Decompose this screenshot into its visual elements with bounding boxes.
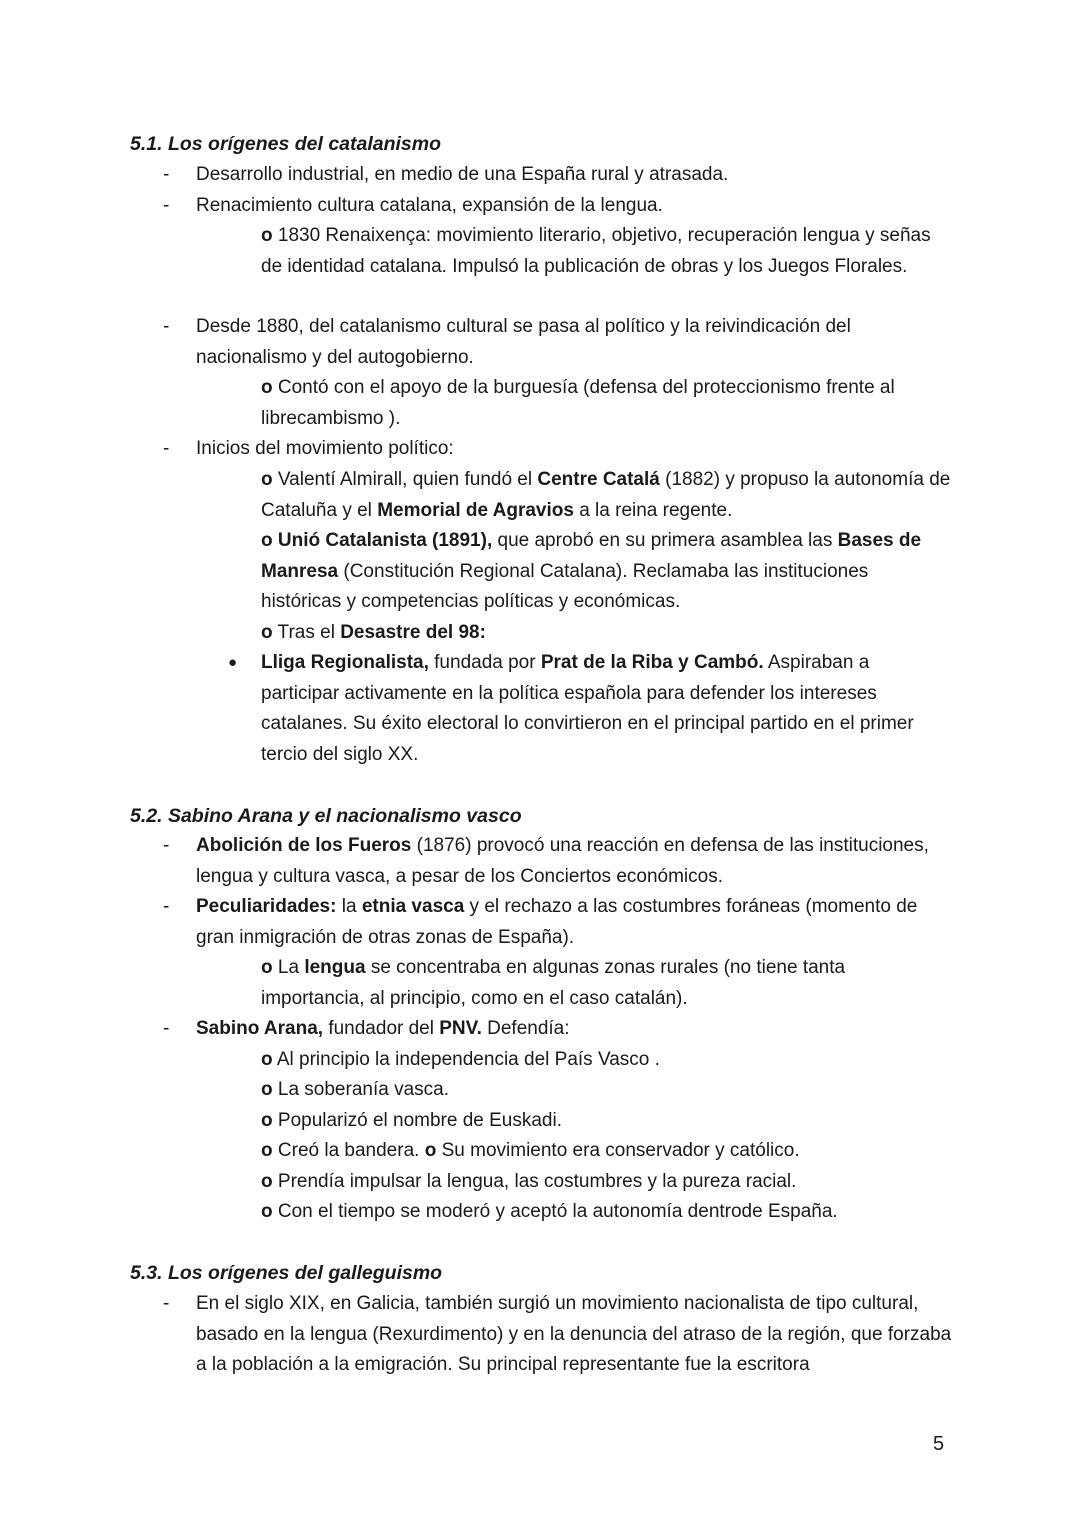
section-heading-5-1: 5.1. Los orígenes del catalanismo <box>130 133 442 155</box>
list-item: - Sabino Arana, fundador del PNV. Defendía: <box>196 1014 956 1045</box>
dash-bullet: - <box>163 835 170 856</box>
list-item: - En el siglo XIX, en Galicia, también surgió un movimiento nacionalista de tipo cultural, basado en la lengua (Rexurdimento) y en la denuncia del atraso de la región, que forzaba a la población a la emigración. Su principal representante fue la escritora <box>196 1289 956 1381</box>
sub-item: o Unió Catalanista (1891), que aprobó en su primera asamblea las Bases de Manresa (Constitución Regional Catalana). Reclamaba las instituciones históricas y competencias políticas y económicas. <box>261 530 922 612</box>
dash-bullet: - <box>163 1018 170 1039</box>
sub-item: o Valentí Almirall, quien fundó el Centre Catalá (1882) y propuso la autonomía de Cataluña y el Memorial de Agravios a la reina regente. <box>261 469 951 521</box>
section-heading-5-3: 5.3. Los orígenes del galleguismo <box>130 1262 443 1284</box>
sub-item: o Con el tiempo se moderó y aceptó la autonomía dentrode España. <box>261 1201 838 1222</box>
dash-bullet: - <box>163 195 170 216</box>
sub-item: o Contó con el apoyo de la burguesía (defensa del proteccionismo frente al librecambismo ). <box>261 377 895 429</box>
sub-item: o Creó la bandera. o Su movimiento era conservador y católico. <box>261 1140 800 1161</box>
list-item: - Desarrollo industrial, en medio de una España rural y atrasada. <box>196 160 956 191</box>
dot-bullet: ● <box>228 654 238 671</box>
sub-item: o Popularizó el nombre de Euskadi. <box>261 1110 562 1131</box>
list-item: - Abolición de los Fueros (1876) provocó una reacción en defensa de las instituciones, lengua y cultura vasca, a pesar de los Conciertos económicos. <box>196 831 956 892</box>
dash-bullet: - <box>163 164 170 185</box>
sub-item: o Tras el Desastre del 98: <box>261 622 486 643</box>
list-item: - Peculiaridades: la etnia vasca y el rechazo a las costumbres foráneas (momento de gran inmigración de otras zonas de España). <box>196 892 956 953</box>
page-number: 5 <box>933 1433 945 1455</box>
list-item: - Renacimiento cultura catalana, expansión de la lengua. <box>196 191 956 222</box>
dash-bullet: - <box>163 896 170 917</box>
dash-bullet: - <box>163 316 170 337</box>
sub-item: o Al principio la independencia del País Vasco . <box>261 1049 660 1070</box>
sub-item: o Prendía impulsar la lengua, las costumbres y la pureza racial. <box>261 1171 797 1192</box>
section-heading-5-2: 5.2. Sabino Arana y el nacionalismo vasco <box>130 805 522 827</box>
dash-bullet: - <box>163 438 170 459</box>
dash-bullet: - <box>163 1293 170 1314</box>
sub-item: o La lengua se concentraba en algunas zonas rurales (no tiene tanta importancia, al principio, como en el caso catalán). <box>261 957 846 1009</box>
sub-item: o 1830 Renaixença: movimiento literario, objetivo, recuperación lengua y señas de identidad catalana. Impulsó la publicación de obras y los Juegos Florales. <box>261 225 931 277</box>
list-item: - Desde 1880, del catalanismo cultural se pasa al político y la reivindicación del nacionalismo y del autogobierno. <box>196 312 956 373</box>
list-item: - Inicios del movimiento político: <box>196 434 956 465</box>
sub-item: ● Lliga Regionalista, fundada por Prat de la Riba y Cambó. Aspiraban a participar activamente en la política española para defender los intereses catalanes. Su éxito electoral lo convirtieron en el principal partido en el primer tercio del siglo XX. <box>261 648 951 770</box>
sub-item: o La soberanía vasca. <box>261 1079 450 1100</box>
